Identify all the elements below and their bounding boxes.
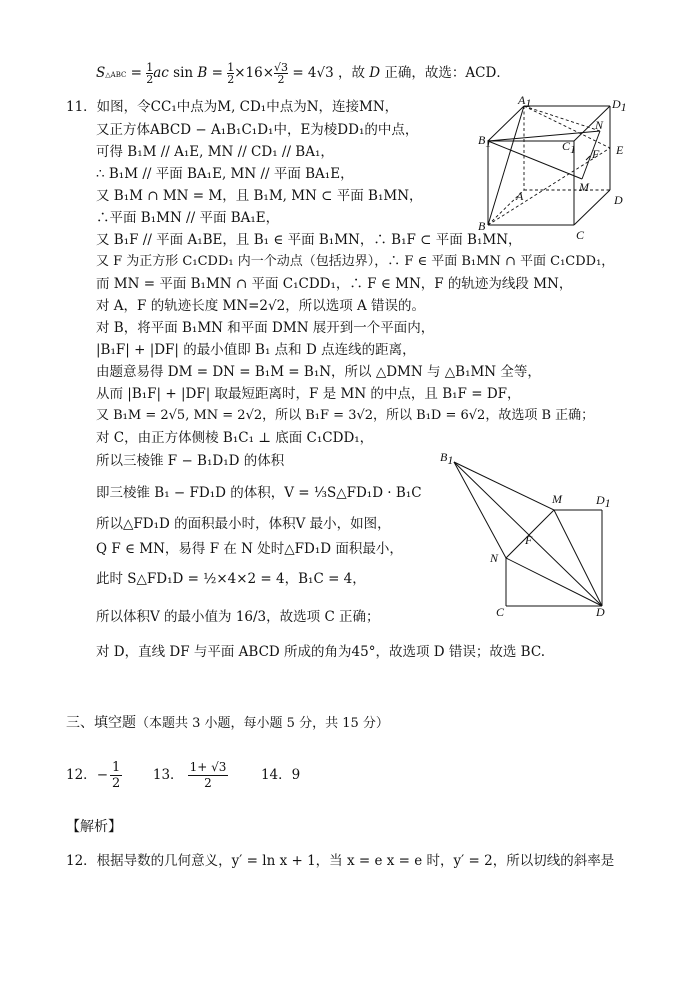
- label-E: E: [616, 143, 624, 157]
- answer-12-denominator: 2: [112, 776, 121, 791]
- line-6: ∴平面 B₁MN // 平面 BA₁E，: [96, 210, 280, 226]
- answer-14: 14．9: [260, 767, 301, 783]
- line-19: 所以△FD₁D 的面积最小时，体积V 最小，如图，: [96, 516, 391, 532]
- fig2-label-N: N: [490, 551, 499, 565]
- section-3-subtitle: （本题共 3 小题，每小题 5 分，共 15 分）: [136, 716, 389, 731]
- line-20: Q F ∈ MN，易得 F 在 N 处时△FD₁D 面积最小，: [96, 541, 403, 557]
- answer-13-denominator: 2: [204, 776, 212, 790]
- answer-12-numerator: 1: [112, 760, 121, 775]
- line-7: 又 B₁F // 平面 A₁BE，且 B₁ ∈ 平面 B₁MN，∴ B₁F ⊂ 平面 B₁MN，: [96, 232, 522, 248]
- answer-12-sign: −: [96, 767, 108, 783]
- answer-12-label: 12．: [66, 767, 97, 783]
- answer-13-numerator: 1+ √3: [189, 760, 227, 774]
- analysis-line-12: 12．根据导数的几何意义，y′ = ln x + 1，当 x = e x = e 时，y′ = 2，所以切线的斜率是: [66, 853, 615, 869]
- answer-12-fraction: [110, 760, 122, 791]
- label-A1: A1: [518, 93, 532, 110]
- line-9: 而 MN = 平面 B₁MN ∩ 平面 C₁CDD₁，∴ F ∈ MN，F 的轨迹为线段 MN，: [96, 276, 573, 292]
- line-21: 此时 S△FD₁D = ½×4×2 = 4，B₁C = 4，: [96, 571, 366, 587]
- line-4: ∴ B₁M // 平面 BA₁E, MN // 平面 BA₁E，: [96, 166, 354, 182]
- line-14: 从而 |B₁F| + |DF| 取最短距离时，F 是 MN 的中点，且 B₁F = DF，: [96, 386, 521, 402]
- fig2-label-D1: D1: [596, 493, 611, 510]
- answers-row: [66, 760, 300, 791]
- label-A: A: [516, 189, 524, 203]
- line-0: S△ABC = $\frac{1}{2}$ ac sin B = $\frac{1}{2}$ ×16× $\frac{√3}{2}$ = 4√3 ，故 D 正确，故选：ACD．: [96, 61, 510, 86]
- section-3-heading: [66, 714, 389, 733]
- cube-figure: [478, 93, 638, 246]
- fig2-label-B1: B1: [440, 450, 454, 467]
- line-12: |B₁F| + |DF| 的最小值即 B₁ 点和 D 点连线的距离，: [96, 342, 416, 358]
- analysis-title: 【解析】: [66, 819, 122, 835]
- answer-13-label: 13．: [152, 767, 184, 783]
- line-22: 所以体积V 的最小值为 16/3，故选项 C 正确；: [96, 609, 380, 625]
- line-10: 对 A，F 的轨迹长度 MN=2√2，所以选项 A 错误的。: [96, 298, 426, 314]
- fig2-label-M: M: [552, 492, 562, 506]
- label-B: B: [478, 219, 486, 233]
- line-15: 又 B₁M = 2√5, MN = 2√2，所以 B₁F = 3√2，所以 B₁D = 6√2，故选项 B 正确；: [96, 408, 595, 423]
- line-23: 对 D，直线 DF 与平面 ABCD 所成的角为45°，故选项 D 错误；故选 BC.: [96, 644, 545, 660]
- label-D1: D1: [612, 97, 627, 114]
- line-3: 可得 B₁M // A₁E, MN // CD₁ // BA₁，: [96, 144, 334, 160]
- line-11: 对 B，将平面 B₁MN 和平面 DMN 展开到一个平面内，: [96, 320, 435, 336]
- line-1: 11．如图，令CC₁中点为M, CD₁中点为N，连接MN，: [66, 99, 399, 115]
- fig2-label-D: D: [596, 605, 605, 619]
- label-D: D: [614, 193, 623, 207]
- label-F: F: [592, 147, 600, 161]
- line-16: 对 C，由正方体侧棱 B₁C₁ ⊥ 底面 C₁CDD₁，: [96, 430, 374, 446]
- label-N: N: [595, 118, 604, 132]
- line-2: 又正方体ABCD − A₁B₁C₁D₁中，E为棱DD₁的中点，: [96, 122, 419, 138]
- label-C1: C1: [562, 139, 577, 156]
- fig2-label-F: F: [525, 533, 533, 547]
- label-C: C: [576, 228, 585, 242]
- line-17: 所以三棱锥 F − B₁D₁D 的体积: [96, 453, 285, 469]
- section-3-title: 三、填空题: [66, 715, 136, 731]
- line-18: 即三棱锥 B₁ − FD₁D 的体积，V = ⅓S△FD₁D · B₁C: [96, 485, 422, 501]
- label-B1: B1: [478, 133, 492, 150]
- fig2-label-C: C: [496, 605, 505, 619]
- label-M: M: [579, 180, 589, 194]
- line-5: 又 B₁M ∩ MN = M，且 B₁M, MN ⊂ 平面 B₁MN，: [96, 188, 423, 204]
- unfolded-figure: [440, 448, 630, 618]
- answer-13-fraction: [188, 760, 229, 791]
- line-8: 又 F 为正方形 C₁CDD₁ 内一个动点（包括边界），∴ F ∈ 平面 B₁MN ∩ 平面 C₁CDD₁，: [96, 254, 615, 269]
- line-13: 由题意易得 DM = DN = B₁M = B₁N，所以 △DMN 与 △B₁MN 全等，: [96, 364, 541, 380]
